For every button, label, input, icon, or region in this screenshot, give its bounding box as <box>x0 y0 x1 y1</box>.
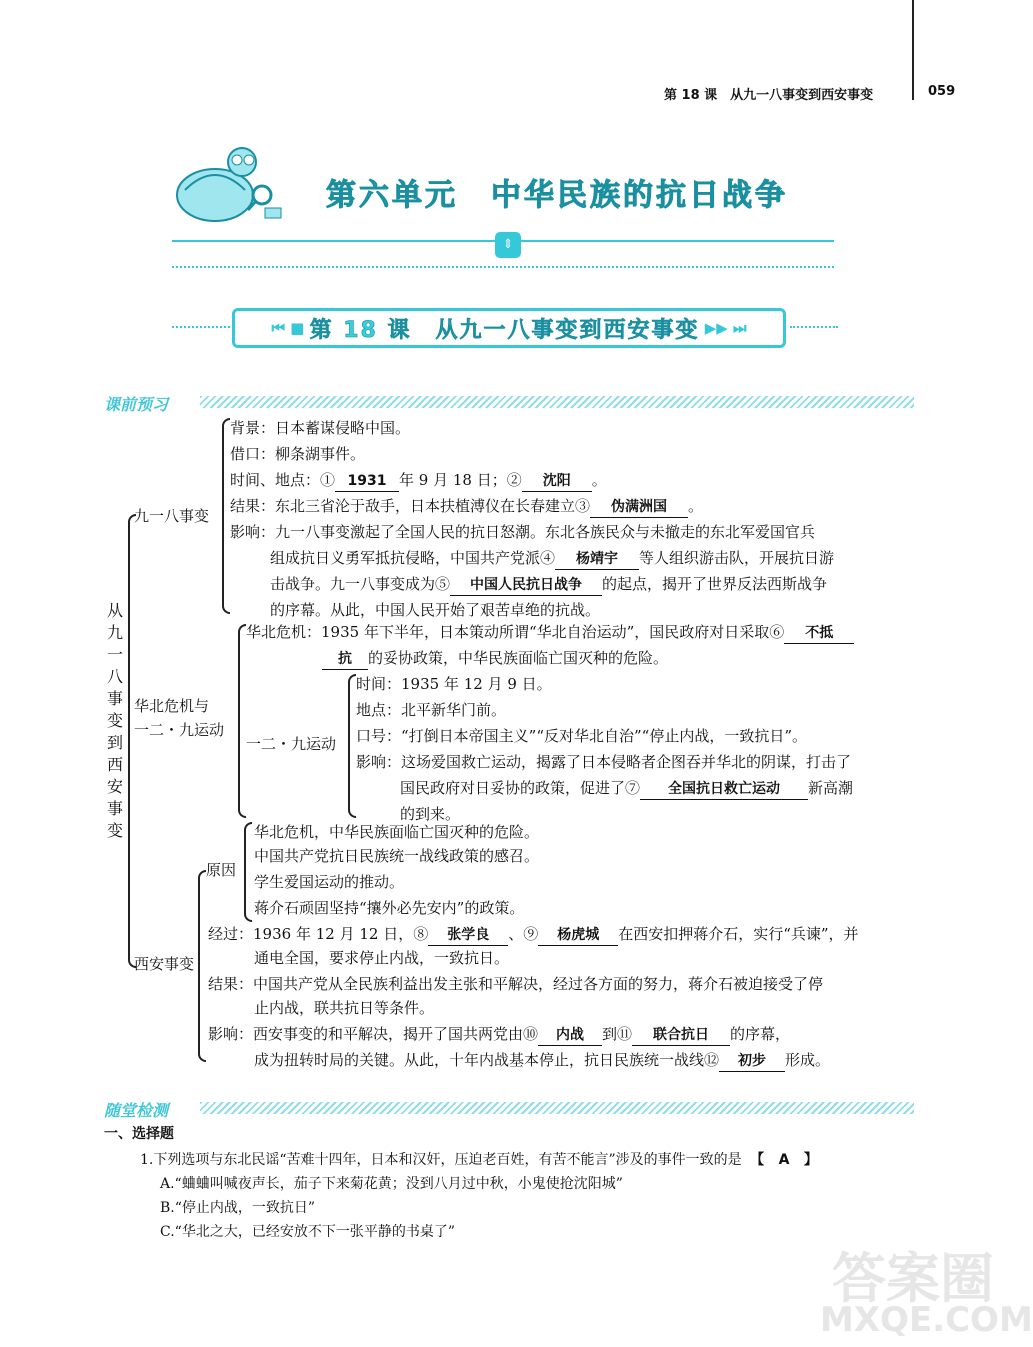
blank-12[interactable]: 初步 <box>719 1051 785 1072</box>
blank-3[interactable]: 伪满洲国 <box>590 497 688 518</box>
branch1-impact-l1: 影响：九一八事变激起了全国人民的抗日怒潮。东北各族民众与未撤走的东北军爱国官兵 <box>230 523 816 541</box>
section-preview-title: 课前预习 <box>104 395 169 414</box>
cause-3: 学生爱国运动的推动。 <box>254 873 405 891</box>
blank-11[interactable]: 联合抗日 <box>632 1025 730 1046</box>
cause-1: 华北危机，中华民族面临亡国灭种的危险。 <box>254 823 540 841</box>
skip-back-icon: ⏮ ■ <box>271 319 310 337</box>
movement-label: 一二・九运动 <box>246 735 337 753</box>
page-number: 059 <box>928 84 956 99</box>
movement-impact-l3: 的到来。 <box>400 805 461 823</box>
turtle-mascot-icon <box>170 140 290 230</box>
header-vertical-rule <box>912 0 914 100</box>
branch1-pretext: 借口：柳条湖事件。 <box>230 445 366 463</box>
blank-5[interactable]: 中国人民抗日战争 <box>450 575 602 596</box>
branch1-label: 九一八事变 <box>134 507 210 525</box>
unit-title: 第六单元 中华民族的抗日战争 <box>326 178 788 213</box>
branch2-crisis-l2: 抗 的妥协政策，中华民族面临亡国灭种的危险。 <box>322 648 668 670</box>
option-a[interactable]: A.“蛐蛐叫喊夜声长，茄子下来菊花黄；没到八月过中秋，小鬼使抢沈阳城” <box>160 1176 623 1192</box>
branch3-result-l1: 结果：中国共产党从全民族利益出发主张和平解决，经过各方面的努力，蒋介石被迫接受了停 <box>208 975 824 993</box>
question-1: 1.下列选项与东北民谣“苦难十四年，日本和汉奸，压迫老百姓，有苦不能言”涉及的事件一致的是 【 A 】 <box>140 1152 818 1168</box>
banner-center-icon: ⇕ <box>495 232 521 258</box>
branch3-label: 西安事变 <box>134 955 195 973</box>
root-brace <box>128 514 136 968</box>
branch3-process: 经过：1936 年 12 月 12 日，⑧ 张学良 、⑨ 杨虎城 在西安扣押蒋介石，实行“兵谏”，并 <box>208 924 859 946</box>
movement-impact-l1: 影响：这场爱国救亡运动，揭露了日本侵略者企图吞并华北的阴谋，打击了 <box>356 753 852 771</box>
banner-divider-bottom <box>172 266 834 268</box>
exercise-heading: 一、选择题 <box>104 1126 174 1142</box>
blank-1[interactable]: 1931 <box>335 471 399 492</box>
answer-1[interactable]: A <box>778 1152 790 1168</box>
movement-time: 时间：1935 年 12 月 9 日。 <box>356 675 552 693</box>
lesson-dash-right <box>790 326 838 328</box>
blank-10[interactable]: 内战 <box>538 1025 602 1046</box>
branch2-label-l2: 一二・九运动 <box>134 721 225 739</box>
lesson-title: 第 18 课 从九一八事变到西安事变 <box>309 317 700 343</box>
branch3-impact-l2: 成为扭转时局的关键。从此，十年内战基本停止，抗日民族统一战线⑫ 初步 形成。 <box>254 1050 830 1072</box>
branch1-result: 结果：东北三省沦于敌手，日本扶植溥仪在长春建立③ 伪满洲国 。 <box>230 496 703 518</box>
branch3-process-l2: 通电全国，要求停止内战，一致抗日。 <box>254 949 510 967</box>
cause-label: 原因 <box>206 861 237 879</box>
branch1-impact-l3: 击战争。九一八事变成为⑤ 中国人民抗日战争 的起点，揭开了世界反法西斯战争 <box>270 574 827 596</box>
skip-forward-icon: ▶▶ ⏭ <box>699 319 747 337</box>
branch1-time: 时间、地点：① 1931 年 9 月 18 日；② 沈阳 。 <box>230 470 607 492</box>
branch2-crisis: 华北危机：1935 年下半年，日本策动所谓“华北自治运动”，国民政府对日采取⑥ 不抵 <box>246 622 854 644</box>
movement-brace <box>348 674 356 818</box>
mindmap-root-label: 从 九 一 八 事 变 到 西 安 事 变 <box>106 601 123 840</box>
movement-slogan: 口号：“打倒日本帝国主义”“反对华北自治”“停止内战，一致抗日”。 <box>356 727 808 745</box>
blank-7[interactable]: 全国抗日救亡运动 <box>640 779 808 800</box>
branch3-impact: 影响：西安事变的和平解决，揭开了国共两党由⑩ 内战 到⑪ 联合抗日 的序幕， <box>208 1024 790 1046</box>
lesson-dash-left <box>172 326 230 328</box>
option-b[interactable]: B.“停止内战，一致抗日” <box>160 1200 316 1216</box>
branch1-impact-l4: 的序幕。从此，中国人民开始了艰苦卓绝的抗战。 <box>270 601 601 619</box>
branch1-brace <box>222 418 230 614</box>
watermark-url: MXQE.COM <box>820 1300 1033 1340</box>
branch1-impact-l2: 组成抗日义勇军抵抗侵略，中国共产党派④ 杨靖宇 等人组织游击队，开展抗日游 <box>270 548 834 570</box>
blank-8[interactable]: 张学良 <box>428 925 508 946</box>
cause-4: 蒋介石顽固坚持“攘外必先安内”的政策。 <box>254 899 525 917</box>
lesson-title-box <box>232 308 786 348</box>
cause-brace <box>244 822 252 922</box>
movement-impact-l2: 国民政府对日妥协的政策，促进了⑦ 全国抗日救亡运动 新高潮 <box>400 778 853 800</box>
header-lesson-ref: 第 18 课 从九一八事变到西安事变 <box>664 88 874 103</box>
movement-place: 地点：北平新华门前。 <box>356 701 507 719</box>
blank-9[interactable]: 杨虎城 <box>538 925 618 946</box>
option-c[interactable]: C.“华北之大，已经安放不下一张平静的书桌了” <box>160 1224 455 1240</box>
blank-6a[interactable]: 不抵 <box>784 623 854 644</box>
cause-2: 中国共产党抗日民族统一战线政策的感召。 <box>254 847 540 865</box>
branch1-background: 背景：日本蓄谋侵略中国。 <box>230 419 411 437</box>
section-check-title: 随堂检测 <box>104 1101 169 1120</box>
blank-4[interactable]: 杨靖宇 <box>555 549 639 570</box>
branch2-label-l1: 华北危机与 <box>134 697 210 715</box>
branch3-result-l2: 止内战，联共抗日等条件。 <box>254 999 435 1017</box>
section-check-hatch <box>200 1102 914 1114</box>
blank-6b[interactable]: 抗 <box>322 649 368 670</box>
blank-2[interactable]: 沈阳 <box>522 471 592 492</box>
branch3-brace <box>198 870 206 1062</box>
branch2-brace <box>238 624 246 818</box>
section-preview-hatch <box>200 396 914 408</box>
watermark-logo: 答案圈 <box>832 1247 994 1310</box>
